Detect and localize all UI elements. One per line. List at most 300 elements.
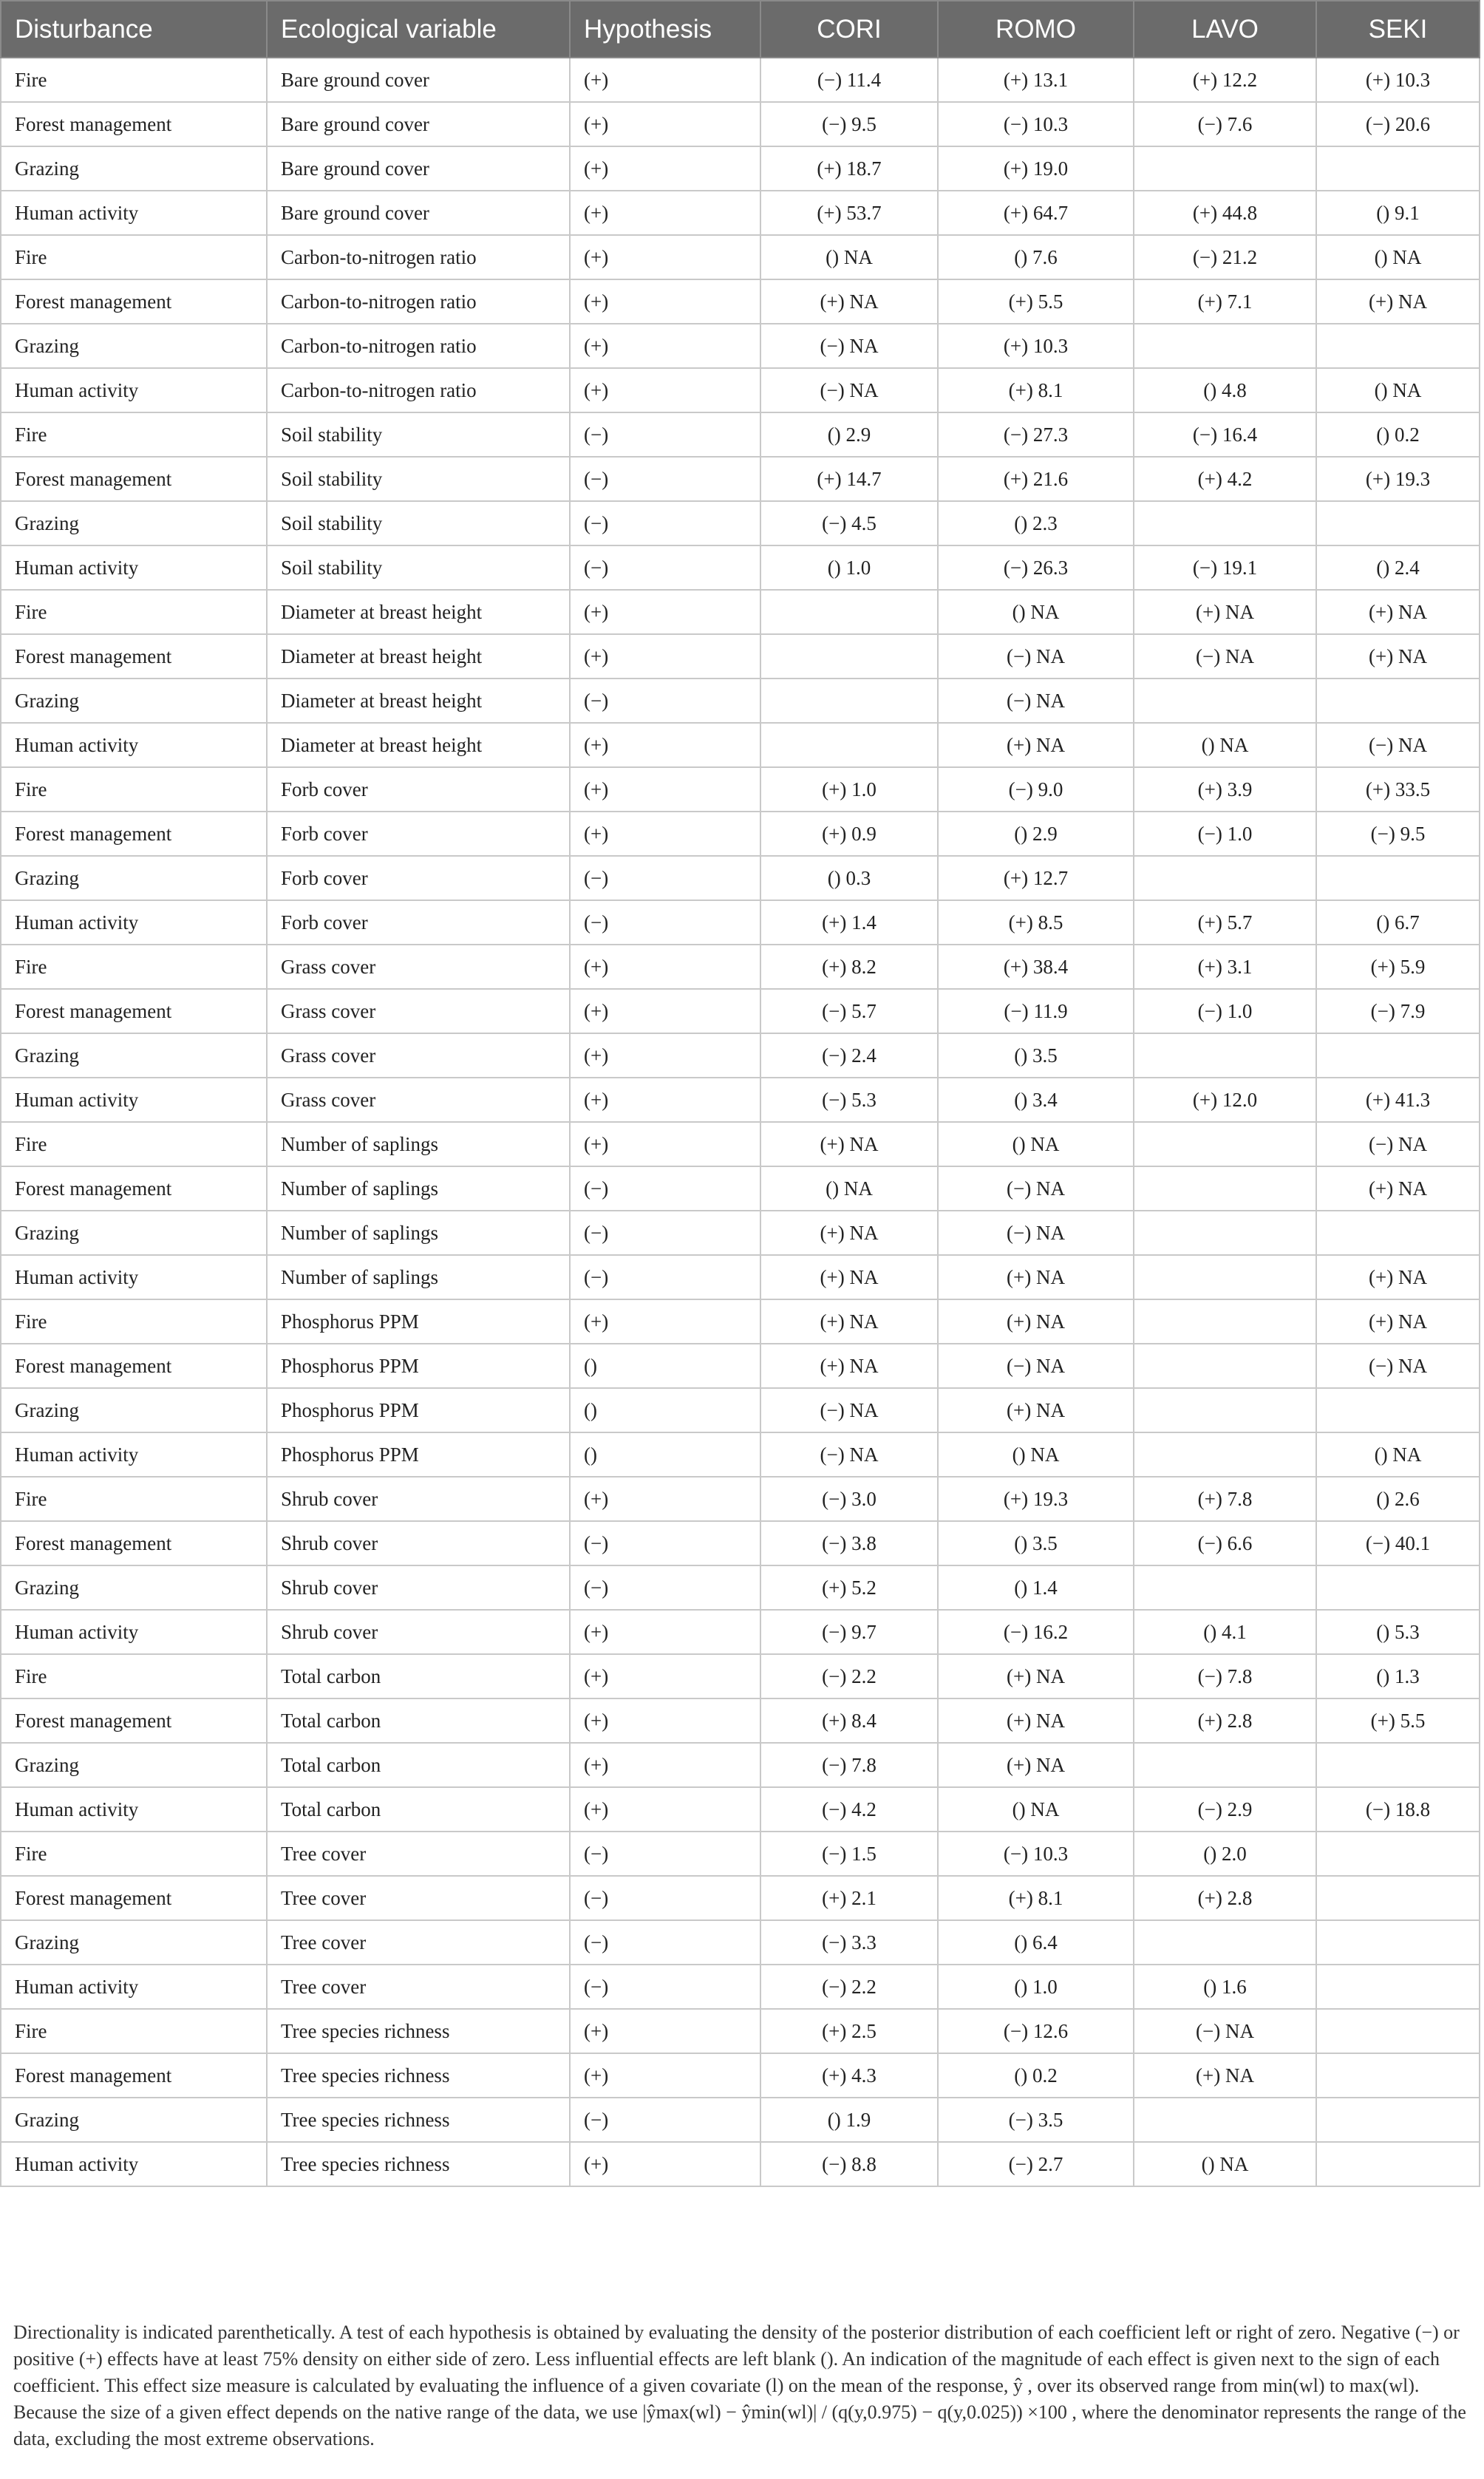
cell-cori: (+) 14.7: [760, 457, 938, 501]
cell-ecological-variable: Diameter at breast height: [267, 679, 570, 723]
table-row: [1, 412, 1480, 457]
cell-romo: (+) NA: [938, 723, 1134, 767]
cell-cori: () 2.9: [760, 412, 938, 457]
table-row: [1, 545, 1480, 590]
cell-cori: (−) 11.4: [760, 58, 938, 102]
cell-cori: (+) 8.2: [760, 945, 938, 989]
cell-lavo: (+) NA: [1134, 590, 1316, 634]
cell-cori: () NA: [760, 235, 938, 279]
cell-hypothesis: (−): [570, 1876, 760, 1920]
table-row: [1, 900, 1480, 945]
cell-seki: () NA: [1316, 368, 1480, 412]
cell-disturbance: Forest management: [1, 279, 267, 324]
cell-seki: [1316, 501, 1480, 545]
table-row: [1, 1388, 1480, 1432]
cell-romo: (−) 11.9: [938, 989, 1134, 1033]
table-row: [1, 989, 1480, 1033]
cell-cori: (+) 1.4: [760, 900, 938, 945]
table-row: [1, 2142, 1480, 2186]
cell-cori: (−) 9.5: [760, 102, 938, 146]
cell-romo: (+) 8.1: [938, 368, 1134, 412]
cell-seki: () 2.4: [1316, 545, 1480, 590]
cell-romo: (−) 3.5: [938, 2098, 1134, 2142]
cell-disturbance: Fire: [1, 2009, 267, 2053]
cell-lavo: [1134, 1432, 1316, 1477]
cell-disturbance: Fire: [1, 412, 267, 457]
cell-seki: () 1.3: [1316, 1654, 1480, 1698]
cell-romo: (−) NA: [938, 634, 1134, 679]
cell-cori: (+) 2.1: [760, 1876, 938, 1920]
cell-cori: (+) NA: [760, 1211, 938, 1255]
table-row: [1, 1521, 1480, 1565]
table-body: [1, 58, 1480, 2186]
cell-lavo: (−) NA: [1134, 634, 1316, 679]
cell-disturbance: Grazing: [1, 1033, 267, 1078]
cell-disturbance: Fire: [1, 1654, 267, 1698]
cell-hypothesis: (+): [570, 1743, 760, 1787]
cell-cori: [760, 679, 938, 723]
cell-romo: () NA: [938, 1787, 1134, 1832]
cell-hypothesis: (+): [570, 235, 760, 279]
table-row: [1, 590, 1480, 634]
cell-disturbance: Fire: [1, 1299, 267, 1344]
cell-lavo: [1134, 856, 1316, 900]
cell-seki: () NA: [1316, 1432, 1480, 1477]
cell-ecological-variable: Shrub cover: [267, 1565, 570, 1610]
cell-romo: () 2.3: [938, 501, 1134, 545]
cell-seki: (+) NA: [1316, 1299, 1480, 1344]
cell-disturbance: Grazing: [1, 1743, 267, 1787]
cell-seki: () NA: [1316, 235, 1480, 279]
cell-romo: (+) 12.7: [938, 856, 1134, 900]
cell-ecological-variable: Tree species richness: [267, 2009, 570, 2053]
cell-hypothesis: (−): [570, 1920, 760, 1965]
cell-romo: (+) NA: [938, 1698, 1134, 1743]
cell-seki: (+) 5.9: [1316, 945, 1480, 989]
cell-seki: [1316, 1565, 1480, 1610]
cell-hypothesis: (+): [570, 1122, 760, 1166]
cell-romo: () 0.2: [938, 2053, 1134, 2098]
cell-cori: (−) 8.8: [760, 2142, 938, 2186]
cell-ecological-variable: Tree cover: [267, 1920, 570, 1965]
cell-seki: [1316, 146, 1480, 191]
cell-cori: (+) NA: [760, 279, 938, 324]
cell-romo: (−) 2.7: [938, 2142, 1134, 2186]
cell-seki: (−) NA: [1316, 1344, 1480, 1388]
table-row: [1, 1965, 1480, 2009]
cell-lavo: (−) NA: [1134, 2009, 1316, 2053]
cell-lavo: [1134, 2098, 1316, 2142]
cell-disturbance: Fire: [1, 58, 267, 102]
cell-seki: (+) NA: [1316, 1166, 1480, 1211]
cell-romo: (+) 8.5: [938, 900, 1134, 945]
table-row: [1, 1033, 1480, 1078]
cell-cori: (−) NA: [760, 1388, 938, 1432]
table-row: [1, 1610, 1480, 1654]
cell-lavo: (+) 3.1: [1134, 945, 1316, 989]
cell-lavo: (+) 44.8: [1134, 191, 1316, 235]
cell-romo: (−) NA: [938, 1344, 1134, 1388]
cell-hypothesis: (+): [570, 324, 760, 368]
cell-ecological-variable: Carbon-to-nitrogen ratio: [267, 324, 570, 368]
cell-lavo: (−) 7.8: [1134, 1654, 1316, 1698]
table-row: [1, 102, 1480, 146]
cell-romo: (+) NA: [938, 1299, 1134, 1344]
cell-lavo: [1134, 1344, 1316, 1388]
cell-romo: (−) 12.6: [938, 2009, 1134, 2053]
cell-lavo: [1134, 1166, 1316, 1211]
cell-ecological-variable: Total carbon: [267, 1787, 570, 1832]
cell-romo: (−) NA: [938, 1166, 1134, 1211]
cell-lavo: (−) 16.4: [1134, 412, 1316, 457]
cell-lavo: [1134, 1299, 1316, 1344]
table-row: [1, 1299, 1480, 1344]
cell-disturbance: Human activity: [1, 1610, 267, 1654]
header-hypothesis: Hypothesis: [570, 1, 760, 58]
cell-disturbance: Forest management: [1, 989, 267, 1033]
cell-lavo: [1134, 501, 1316, 545]
table-row: [1, 723, 1480, 767]
cell-seki: () 5.3: [1316, 1610, 1480, 1654]
table-row: [1, 191, 1480, 235]
cell-seki: [1316, 1965, 1480, 2009]
cell-cori: (−) 9.7: [760, 1610, 938, 1654]
cell-seki: [1316, 1211, 1480, 1255]
cell-hypothesis: (): [570, 1388, 760, 1432]
cell-disturbance: Human activity: [1, 1787, 267, 1832]
cell-cori: (+) 5.2: [760, 1565, 938, 1610]
cell-cori: (−) 7.8: [760, 1743, 938, 1787]
cell-cori: [760, 634, 938, 679]
cell-lavo: (−) 19.1: [1134, 545, 1316, 590]
cell-disturbance: Fire: [1, 945, 267, 989]
cell-cori: () 1.9: [760, 2098, 938, 2142]
cell-lavo: (−) 21.2: [1134, 235, 1316, 279]
table-row: [1, 1698, 1480, 1743]
cell-seki: (+) 41.3: [1316, 1078, 1480, 1122]
cell-hypothesis: (+): [570, 2009, 760, 2053]
cell-seki: [1316, 1743, 1480, 1787]
cell-hypothesis: (+): [570, 146, 760, 191]
table-row: [1, 1432, 1480, 1477]
cell-romo: (−) 16.2: [938, 1610, 1134, 1654]
cell-ecological-variable: Phosphorus PPM: [267, 1432, 570, 1477]
cell-lavo: (−) 2.9: [1134, 1787, 1316, 1832]
table-row: [1, 1654, 1480, 1698]
cell-romo: (+) 21.6: [938, 457, 1134, 501]
cell-hypothesis: (−): [570, 501, 760, 545]
table-row: [1, 235, 1480, 279]
cell-romo: () NA: [938, 1432, 1134, 1477]
cell-romo: (−) NA: [938, 1211, 1134, 1255]
cell-cori: [760, 590, 938, 634]
cell-disturbance: Fire: [1, 235, 267, 279]
cell-hypothesis: (+): [570, 634, 760, 679]
cell-lavo: (+) 3.9: [1134, 767, 1316, 812]
cell-seki: (−) 7.9: [1316, 989, 1480, 1033]
cell-seki: (+) NA: [1316, 634, 1480, 679]
table-row: [1, 1787, 1480, 1832]
cell-cori: () 0.3: [760, 856, 938, 900]
header-lavo: LAVO: [1134, 1, 1316, 58]
cell-cori: (+) NA: [760, 1255, 938, 1299]
cell-disturbance: Forest management: [1, 1344, 267, 1388]
table-row: [1, 1920, 1480, 1965]
cell-romo: (+) 64.7: [938, 191, 1134, 235]
cell-lavo: (+) 5.7: [1134, 900, 1316, 945]
table-row: [1, 856, 1480, 900]
cell-hypothesis: (+): [570, 1654, 760, 1698]
cell-hypothesis: (+): [570, 945, 760, 989]
cell-hypothesis: (−): [570, 900, 760, 945]
cell-romo: () 1.0: [938, 1965, 1134, 2009]
table-row: [1, 2009, 1480, 2053]
cell-ecological-variable: Carbon-to-nitrogen ratio: [267, 368, 570, 412]
cell-hypothesis: (+): [570, 102, 760, 146]
cell-romo: (+) 13.1: [938, 58, 1134, 102]
cell-seki: [1316, 1388, 1480, 1432]
cell-cori: (+) 2.5: [760, 2009, 938, 2053]
cell-ecological-variable: Total carbon: [267, 1743, 570, 1787]
cell-lavo: [1134, 1033, 1316, 1078]
cell-romo: () 6.4: [938, 1920, 1134, 1965]
cell-lavo: (+) 12.0: [1134, 1078, 1316, 1122]
cell-ecological-variable: Forb cover: [267, 900, 570, 945]
cell-cori: (−) 4.2: [760, 1787, 938, 1832]
cell-ecological-variable: Grass cover: [267, 1033, 570, 1078]
cell-disturbance: Grazing: [1, 679, 267, 723]
cell-cori: (+) 1.0: [760, 767, 938, 812]
cell-disturbance: Human activity: [1, 2142, 267, 2186]
cell-hypothesis: (+): [570, 368, 760, 412]
header-ecological-variable: Ecological variable: [267, 1, 570, 58]
cell-romo: (+) 38.4: [938, 945, 1134, 989]
cell-seki: [1316, 1832, 1480, 1876]
cell-lavo: (+) 7.1: [1134, 279, 1316, 324]
cell-hypothesis: (−): [570, 412, 760, 457]
header-romo: ROMO: [938, 1, 1134, 58]
cell-cori: (−) 3.8: [760, 1521, 938, 1565]
table-row: [1, 1743, 1480, 1787]
cell-disturbance: Human activity: [1, 191, 267, 235]
cell-cori: (+) 18.7: [760, 146, 938, 191]
cell-seki: [1316, 2009, 1480, 2053]
cell-lavo: () 4.8: [1134, 368, 1316, 412]
cell-romo: () 7.6: [938, 235, 1134, 279]
cell-disturbance: Grazing: [1, 856, 267, 900]
cell-hypothesis: (+): [570, 1698, 760, 1743]
cell-romo: (−) 10.3: [938, 1832, 1134, 1876]
cell-ecological-variable: Bare ground cover: [267, 146, 570, 191]
cell-disturbance: Grazing: [1, 1920, 267, 1965]
cell-ecological-variable: Bare ground cover: [267, 102, 570, 146]
table-row: [1, 501, 1480, 545]
cell-hypothesis: (−): [570, 545, 760, 590]
cell-ecological-variable: Tree cover: [267, 1965, 570, 2009]
cell-romo: (+) 19.3: [938, 1477, 1134, 1521]
cell-hypothesis: (): [570, 1432, 760, 1477]
table-row: [1, 2098, 1480, 2142]
cell-cori: (−) 5.3: [760, 1078, 938, 1122]
cell-disturbance: Human activity: [1, 1965, 267, 2009]
footnote-text: Directionality is indicated parenthetically. A test of each hypothesis is obtained by evaluating the density of the posterior distribution of each coefficient left or right of zero. Negative (−) or positive (+) effects have at least 75% density on either side of zero. Less influential effects are left blank (). An indication of the magnitude of each effect is given next to the sign of each coefficient. This effect size measure is calculated by evaluating the influence of a given covariate (l) on the mean of the response, ŷ , over its observed range from min(wl) to max(wl). Because the size of a given effect depends on the native range of the data, we use |ŷmax(wl) − ŷmin(wl)| / (q(y,0.975) − q(y,0.025)) ×100 , where the denominator represents the range of the data, excluding the most extreme observations.: [13, 2322, 1466, 2449]
cell-seki: (+) NA: [1316, 590, 1480, 634]
cell-hypothesis: (−): [570, 1255, 760, 1299]
cell-seki: [1316, 679, 1480, 723]
cell-ecological-variable: Soil stability: [267, 412, 570, 457]
cell-disturbance: Forest management: [1, 634, 267, 679]
header-cori: CORI: [760, 1, 938, 58]
cell-cori: (−) 2.4: [760, 1033, 938, 1078]
cell-romo: () NA: [938, 590, 1134, 634]
table-row: [1, 945, 1480, 989]
cell-hypothesis: (+): [570, 767, 760, 812]
cell-ecological-variable: Forb cover: [267, 812, 570, 856]
cell-lavo: [1134, 679, 1316, 723]
cell-hypothesis: (−): [570, 1166, 760, 1211]
cell-lavo: () 1.6: [1134, 1965, 1316, 2009]
cell-seki: () 6.7: [1316, 900, 1480, 945]
cell-seki: [1316, 1033, 1480, 1078]
table-footnote: [13, 2319, 1473, 2452]
cell-lavo: (+) NA: [1134, 2053, 1316, 2098]
cell-lavo: [1134, 1122, 1316, 1166]
cell-lavo: [1134, 1211, 1316, 1255]
cell-ecological-variable: Shrub cover: [267, 1521, 570, 1565]
cell-cori: () 1.0: [760, 545, 938, 590]
cell-ecological-variable: Tree species richness: [267, 2053, 570, 2098]
table-row: [1, 679, 1480, 723]
cell-ecological-variable: Total carbon: [267, 1698, 570, 1743]
cell-ecological-variable: Tree species richness: [267, 2142, 570, 2186]
cell-cori: (+) 53.7: [760, 191, 938, 235]
cell-disturbance: Grazing: [1, 501, 267, 545]
cell-disturbance: Human activity: [1, 368, 267, 412]
cell-disturbance: Fire: [1, 1122, 267, 1166]
cell-romo: () 3.4: [938, 1078, 1134, 1122]
cell-lavo: [1134, 1743, 1316, 1787]
cell-lavo: [1134, 146, 1316, 191]
cell-lavo: [1134, 324, 1316, 368]
table-row: [1, 812, 1480, 856]
table-row: [1, 1477, 1480, 1521]
cell-ecological-variable: Number of saplings: [267, 1255, 570, 1299]
cell-ecological-variable: Diameter at breast height: [267, 723, 570, 767]
cell-lavo: (−) 1.0: [1134, 812, 1316, 856]
cell-romo: (+) 8.1: [938, 1876, 1134, 1920]
table-row: [1, 1255, 1480, 1299]
cell-disturbance: Fire: [1, 1477, 267, 1521]
cell-lavo: () NA: [1134, 2142, 1316, 2186]
cell-ecological-variable: Number of saplings: [267, 1166, 570, 1211]
cell-cori: (+) NA: [760, 1344, 938, 1388]
table-header: [1, 1, 1480, 58]
cell-ecological-variable: Tree species richness: [267, 2098, 570, 2142]
cell-romo: () NA: [938, 1122, 1134, 1166]
cell-ecological-variable: Phosphorus PPM: [267, 1299, 570, 1344]
cell-cori: (−) NA: [760, 1432, 938, 1477]
cell-disturbance: Fire: [1, 1832, 267, 1876]
cell-romo: (+) NA: [938, 1388, 1134, 1432]
cell-hypothesis: (+): [570, 590, 760, 634]
cell-ecological-variable: Phosphorus PPM: [267, 1344, 570, 1388]
cell-cori: (−) 4.5: [760, 501, 938, 545]
cell-romo: () 1.4: [938, 1565, 1134, 1610]
cell-romo: (+) 10.3: [938, 324, 1134, 368]
cell-cori: (−) NA: [760, 368, 938, 412]
cell-lavo: [1134, 1255, 1316, 1299]
cell-disturbance: Human activity: [1, 1432, 267, 1477]
header-disturbance: Disturbance: [1, 1, 267, 58]
cell-ecological-variable: Carbon-to-nitrogen ratio: [267, 279, 570, 324]
cell-romo: (−) 26.3: [938, 545, 1134, 590]
table-row: [1, 1832, 1480, 1876]
cell-ecological-variable: Number of saplings: [267, 1211, 570, 1255]
cell-hypothesis: (+): [570, 58, 760, 102]
cell-ecological-variable: Grass cover: [267, 945, 570, 989]
cell-disturbance: Fire: [1, 590, 267, 634]
table-row: [1, 457, 1480, 501]
cell-disturbance: Grazing: [1, 1565, 267, 1610]
cell-hypothesis: (+): [570, 2053, 760, 2098]
cell-cori: (+) NA: [760, 1299, 938, 1344]
cell-cori: (−) 3.3: [760, 1920, 938, 1965]
cell-lavo: (−) 7.6: [1134, 102, 1316, 146]
table-row: [1, 1122, 1480, 1166]
cell-ecological-variable: Shrub cover: [267, 1610, 570, 1654]
cell-seki: (+) 5.5: [1316, 1698, 1480, 1743]
cell-disturbance: Human activity: [1, 1078, 267, 1122]
cell-lavo: (+) 12.2: [1134, 58, 1316, 102]
cell-disturbance: Grazing: [1, 1211, 267, 1255]
cell-seki: (−) 40.1: [1316, 1521, 1480, 1565]
table-row: [1, 1565, 1480, 1610]
cell-ecological-variable: Carbon-to-nitrogen ratio: [267, 235, 570, 279]
cell-disturbance: Grazing: [1, 146, 267, 191]
cell-disturbance: Human activity: [1, 1255, 267, 1299]
table-row: [1, 2053, 1480, 2098]
cell-ecological-variable: Diameter at breast height: [267, 634, 570, 679]
cell-seki: (−) 9.5: [1316, 812, 1480, 856]
table-row: [1, 368, 1480, 412]
cell-seki: [1316, 856, 1480, 900]
cell-romo: (−) 10.3: [938, 102, 1134, 146]
cell-romo: (+) NA: [938, 1255, 1134, 1299]
cell-romo: () 2.9: [938, 812, 1134, 856]
table-row: [1, 634, 1480, 679]
cell-romo: (+) 19.0: [938, 146, 1134, 191]
cell-cori: () NA: [760, 1166, 938, 1211]
cell-disturbance: Forest management: [1, 1876, 267, 1920]
cell-hypothesis: (−): [570, 1832, 760, 1876]
cell-cori: [760, 723, 938, 767]
table-row: [1, 1344, 1480, 1388]
cell-hypothesis: (+): [570, 191, 760, 235]
cell-seki: () 0.2: [1316, 412, 1480, 457]
cell-disturbance: Grazing: [1, 324, 267, 368]
table-row: [1, 1166, 1480, 1211]
table-row: [1, 324, 1480, 368]
cell-seki: [1316, 2098, 1480, 2142]
cell-disturbance: Human activity: [1, 723, 267, 767]
cell-hypothesis: (+): [570, 1033, 760, 1078]
cell-hypothesis: (−): [570, 679, 760, 723]
cell-romo: (−) NA: [938, 679, 1134, 723]
cell-romo: () 3.5: [938, 1033, 1134, 1078]
cell-seki: (+) NA: [1316, 279, 1480, 324]
cell-seki: [1316, 2053, 1480, 2098]
cell-seki: [1316, 2142, 1480, 2186]
